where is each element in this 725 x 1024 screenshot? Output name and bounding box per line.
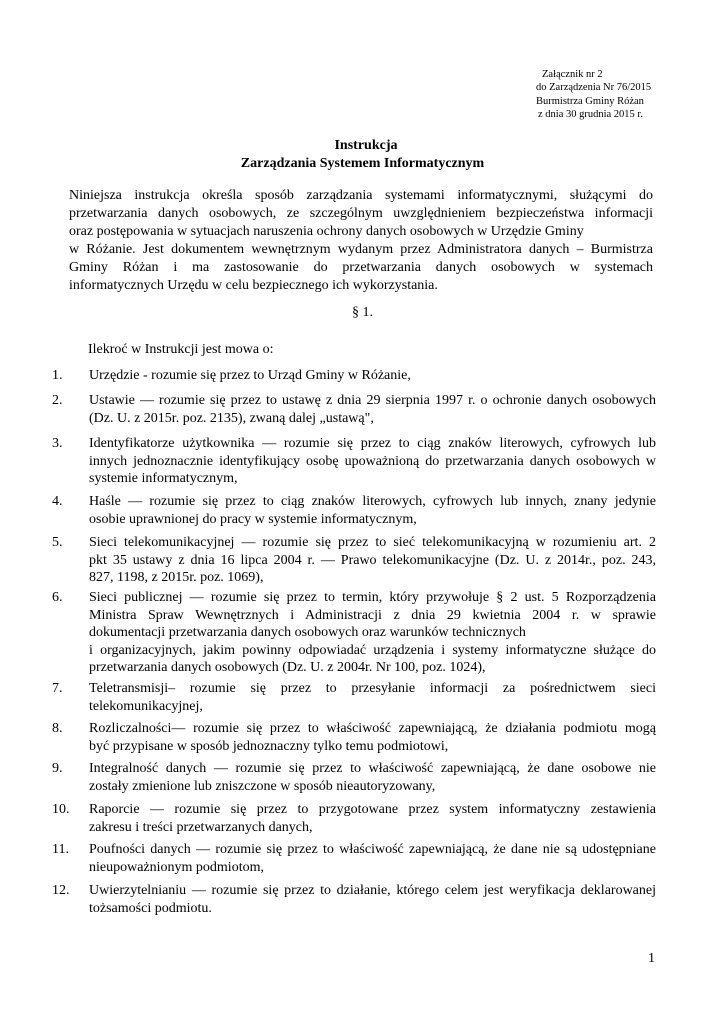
item-number: 1. — [52, 368, 63, 383]
attachment-line: z dnia 30 grudnia 2015 r. — [538, 109, 643, 121]
item-number: 10. — [52, 802, 70, 817]
item-number: 2. — [52, 393, 63, 408]
item-number: 3. — [52, 436, 63, 451]
item-line: systemie informatycznym, — [89, 471, 238, 487]
lead-sentence: Ilekroć w Instrukcji jest mowa o: — [88, 342, 274, 357]
item-text — [89, 392, 656, 427]
intro-line: informatycznych Urzędu w celu bezpiecznego ich wykorzystania. — [69, 278, 438, 293]
item-number: 8. — [52, 721, 63, 736]
item-text — [89, 760, 656, 795]
item-line: innych jednoznacznie identyfikujący osobę upoważnioną do przetwarzania danych osobowych w — [89, 453, 656, 469]
item-text — [89, 720, 656, 755]
item-text — [89, 801, 656, 836]
item-number: 11. — [52, 842, 69, 857]
item-text — [89, 882, 656, 917]
item-number: 12. — [52, 883, 70, 898]
item-line: przetwarzania danych osobowych (Dz. U. z 2004r. Nr 100, poz. 1024), — [89, 660, 486, 676]
item-line: Identyfikatorze użytkownika — rozumie się przez to ciąg znaków literowych, cyfrowych lub — [89, 436, 656, 451]
item-line: i organizacyjnych, jakim powinny odpowiadać urządzenia i systemy informatyczne służące do — [89, 642, 656, 658]
item-line: dokumentacji przetwarzania danych osobowych oraz warunków technicznych — [89, 625, 526, 641]
item-line: Urzędzie - rozumie się przez to Urząd Gminy w Różanie, — [89, 368, 411, 383]
item-line: zakresu i treści przetwarzanych danych, — [89, 819, 313, 835]
item-text — [89, 367, 656, 385]
intro-line: w Różanie. Jest dokumentem wewnętrznym wydanym przez Administratora danych – Burmistrza — [69, 242, 653, 257]
attachment-line: Załącznik nr 2 — [542, 69, 603, 80]
item-number: 6. — [52, 590, 63, 605]
title-line-1: Instrukcja — [334, 138, 398, 153]
item-number: 7. — [52, 681, 63, 696]
item-line: (Dz. U. z 2015r. poz. 2135), zwaną dalej „ustawą", — [89, 410, 374, 426]
item-line: osobie uprawnionej do pracy w systemie informatycznym, — [89, 511, 417, 527]
item-number: 9. — [52, 761, 63, 776]
attachment-line: do Zarządzenia Nr 76/2015 — [536, 82, 652, 94]
item-line: Ministra Spraw Wewnętrznych i Administracji z dnia 29 kwietnia 2004 r. w sprawie — [89, 607, 656, 623]
title-line-2: Zarządzania Systemem Informatycznym — [240, 156, 485, 171]
item-line: Ustawie — rozumie się przez to ustawę z dnia 29 sierpnia 1997 r. o ochronie danych osobowych — [89, 393, 656, 408]
item-text — [89, 841, 656, 876]
intro-line: przetwarzania danych osobowych, ze szczególnym uwzględnieniem bezpieczeństwa informacji — [69, 206, 653, 221]
item-line: Rozliczalności— rozumie się przez to właściwość zapewniającą, że działania podmiotu mogą — [89, 721, 656, 736]
item-line: 827, 1198, z 2015r. poz. 1069), — [89, 570, 264, 586]
intro-line: Gminy Różan i ma zastosowanie do przetwarzania danych osobowych w systemach — [69, 260, 653, 275]
intro-line: Niniejsza instrukcja określa sposób zarządzania systemami informatycznymi, służącymi do — [69, 188, 653, 203]
item-line: telekomunikacyjnej, — [89, 698, 203, 714]
item-line: nieupoważnionym podmiotom, — [89, 859, 264, 875]
item-text — [89, 534, 656, 587]
item-number: 4. — [52, 494, 63, 509]
item-line: Raporcie — rozumie się przez to przygotowane przez system informatyczny zestawienia — [89, 802, 656, 817]
item-text — [89, 493, 656, 528]
page-number: 1 — [648, 951, 655, 966]
item-text — [89, 680, 656, 715]
item-line: Sieci telekomunikacyjnej — rozumie się przez to sieć telekomunikacyjną w rozumieniu art. 2 — [89, 535, 656, 550]
item-line: Integralność danych — rozumie się przez to właściwość zapewniającą, że dane osobowe nie — [89, 761, 656, 776]
item-text — [89, 589, 656, 677]
document-title — [0, 137, 725, 173]
attachment-line: Burmistrza Gminy Różan — [536, 95, 644, 107]
item-line: być przypisane w sposób jednoznaczny tylko temu podmiotowi, — [89, 738, 449, 754]
intro-line: oraz postępowania w sytuacjach naruszenia ochrony danych osobowych w Urzędzie Gminy — [69, 224, 584, 239]
item-number: 5. — [52, 535, 63, 550]
item-text — [89, 435, 656, 488]
intro-paragraph — [69, 187, 653, 295]
item-line: tożsamości podmiotu. — [89, 900, 212, 916]
item-line: zostały zmienione lub zniszczone w sposób nieautoryzowany, — [89, 778, 436, 794]
attachment-header — [536, 68, 651, 122]
item-line: pkt 35 ustawy z dnia 16 lipca 2004 r. — Prawo telekomunikacyjne (Dz. U. z 2014r., poz. 243, — [89, 552, 656, 568]
item-line: Teletransmisji– rozumie się przez to przesyłanie informacji za pośrednictwem sieci — [89, 681, 656, 696]
item-line: Sieci publicznej — rozumie się przez to termin, który przywołuje § 2 ust. 5 Rozporządzenia — [89, 590, 656, 605]
section-heading: § 1. — [352, 305, 373, 320]
item-line: Poufności danych — rozumie się przez to właściwość zapewniającą, że dane nie są udostępniane — [89, 842, 656, 857]
item-line: Haśle — rozumie się przez to ciąg znaków literowych, cyfrowych lub innych, znany jedynie — [89, 494, 656, 509]
item-line: Uwierzytelnianiu — rozumie się przez to działanie, którego celem jest weryfikacja deklarowanej — [89, 883, 656, 898]
